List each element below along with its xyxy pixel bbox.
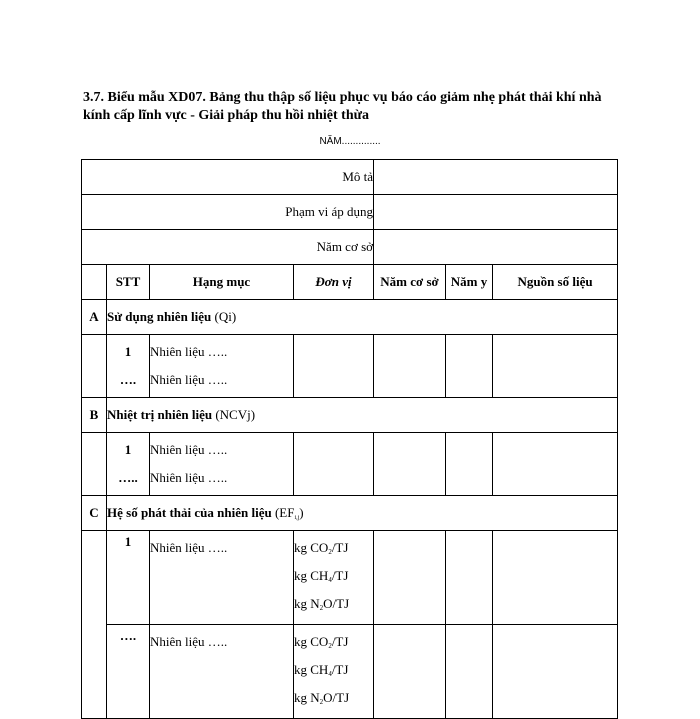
unit-co2: kg $CO_2/TJ$ — [294, 540, 349, 556]
section-b-item-cell — [150, 433, 294, 496]
meta-label-description: Mô tả — [82, 160, 374, 195]
table-row-item: Nhiên liệu ….. — [150, 470, 228, 485]
meta-row-base-year — [82, 230, 618, 265]
table-row-stt: 1 — [124, 442, 132, 457]
section-c-source-cell-1[interactable] — [493, 531, 618, 625]
section-a-title-text: Sử dụng nhiên liệu — [107, 309, 212, 324]
section-b-unit-cell[interactable] — [294, 433, 374, 496]
year-label: NĂM.............. — [319, 136, 381, 147]
header-source: Nguồn số liệu — [493, 265, 618, 300]
meta-label-base-year: Năm cơ sở — [82, 230, 374, 265]
table-row-stt: 1 — [107, 531, 150, 625]
section-a-stt-cell — [107, 335, 150, 398]
section-c-body-1 — [82, 531, 618, 625]
section-b-body — [82, 433, 618, 496]
section-b-stt-cell — [107, 433, 150, 496]
table-row-stt: ….. — [118, 470, 138, 485]
unit-n2o: kg $N_2O/TJ$ — [294, 596, 350, 612]
header-base-year: Năm cơ sở — [374, 265, 446, 300]
meta-value-description[interactable] — [374, 160, 618, 195]
table-row-item: Nhiên liệu ….. — [150, 344, 228, 359]
table-row-stt: …. — [107, 625, 150, 719]
section-b-blank — [82, 433, 107, 496]
meta-label-scope: Phạm vi áp dụng — [82, 195, 374, 230]
section-a-body — [82, 335, 618, 398]
section-c-year-y-cell-2[interactable] — [446, 625, 493, 719]
unit-n2o: kg $N_2O/TJ$ — [294, 690, 350, 706]
section-a-base-year-cell[interactable] — [374, 335, 446, 398]
section-b-year-y-cell[interactable] — [446, 433, 493, 496]
section-c-base-year-cell-1[interactable] — [374, 531, 446, 625]
section-c-blank — [82, 531, 107, 719]
section-b-source-cell[interactable] — [493, 433, 618, 496]
section-c-unit-cell-2 — [294, 625, 374, 719]
section-b-letter: B — [82, 398, 107, 433]
section-a-year-y-cell[interactable] — [446, 335, 493, 398]
header-stt: STT — [107, 265, 150, 300]
section-c-source-cell-2[interactable] — [493, 625, 618, 719]
section-c-item-cell-1 — [150, 531, 294, 625]
section-a-header — [82, 300, 618, 335]
section-c-header — [82, 496, 618, 531]
section-b-title-text: Nhiệt trị nhiên liệu — [107, 407, 213, 422]
section-a-unit-cell[interactable] — [294, 335, 374, 398]
data-collection-table — [81, 159, 618, 719]
unit-co2: kg $CO_2/TJ$ — [294, 634, 349, 650]
table-row-item: Nhiên liệu ….. — [150, 634, 228, 649]
document-title: 3.7. Biểu mẫu XD07. Bảng thu thập số liệu phục vụ báo cáo giảm nhẹ phát thải khí nhà kính cấp lĩnh vực - Giải pháp thu hồi nhiệt thừa — [83, 90, 602, 123]
header-unit: Đơn vị — [294, 265, 374, 300]
table-row-stt: 1 — [124, 344, 132, 359]
table-row-item: Nhiên liệu ….. — [150, 372, 228, 387]
section-a-symbol: (Qi) — [214, 309, 237, 324]
section-a-item-cell — [150, 335, 294, 398]
header-year-y: Năm y — [446, 265, 493, 300]
header-item: Hạng mục — [150, 265, 294, 300]
section-b-base-year-cell[interactable] — [374, 433, 446, 496]
section-a-source-cell[interactable] — [493, 335, 618, 398]
section-c-year-y-cell-1[interactable] — [446, 531, 493, 625]
header-blank — [82, 265, 107, 300]
section-c-body-2 — [82, 625, 618, 719]
column-header-row — [82, 265, 618, 300]
meta-row-scope — [82, 195, 618, 230]
section-c-title — [107, 496, 618, 531]
section-b-title — [107, 398, 618, 433]
section-c-letter: C — [82, 496, 107, 531]
table-row-item: Nhiên liệu ….. — [150, 540, 228, 555]
section-c-title-text: Hệ số phát thải của nhiên liệu — [107, 505, 272, 520]
section-c-unit-cell-1 — [294, 531, 374, 625]
section-a-title — [107, 300, 618, 335]
section-b-header — [82, 398, 618, 433]
section-a-blank — [82, 335, 107, 398]
unit-ch4: kg $CH_4/TJ$ — [294, 662, 349, 678]
meta-row-description — [82, 160, 618, 195]
section-c-symbol: $(EF_{i,j})$ — [274, 505, 304, 521]
table-row-stt: …. — [119, 372, 137, 387]
section-c-base-year-cell-2[interactable] — [374, 625, 446, 719]
table-row-item: Nhiên liệu ….. — [150, 442, 228, 457]
meta-value-base-year[interactable] — [374, 230, 618, 265]
section-b-symbol: (NCVj) — [215, 407, 256, 422]
section-c-item-cell-2 — [150, 625, 294, 719]
meta-value-scope[interactable] — [374, 195, 618, 230]
unit-ch4: kg $CH_4/TJ$ — [294, 568, 349, 584]
section-a-letter: A — [82, 300, 107, 335]
